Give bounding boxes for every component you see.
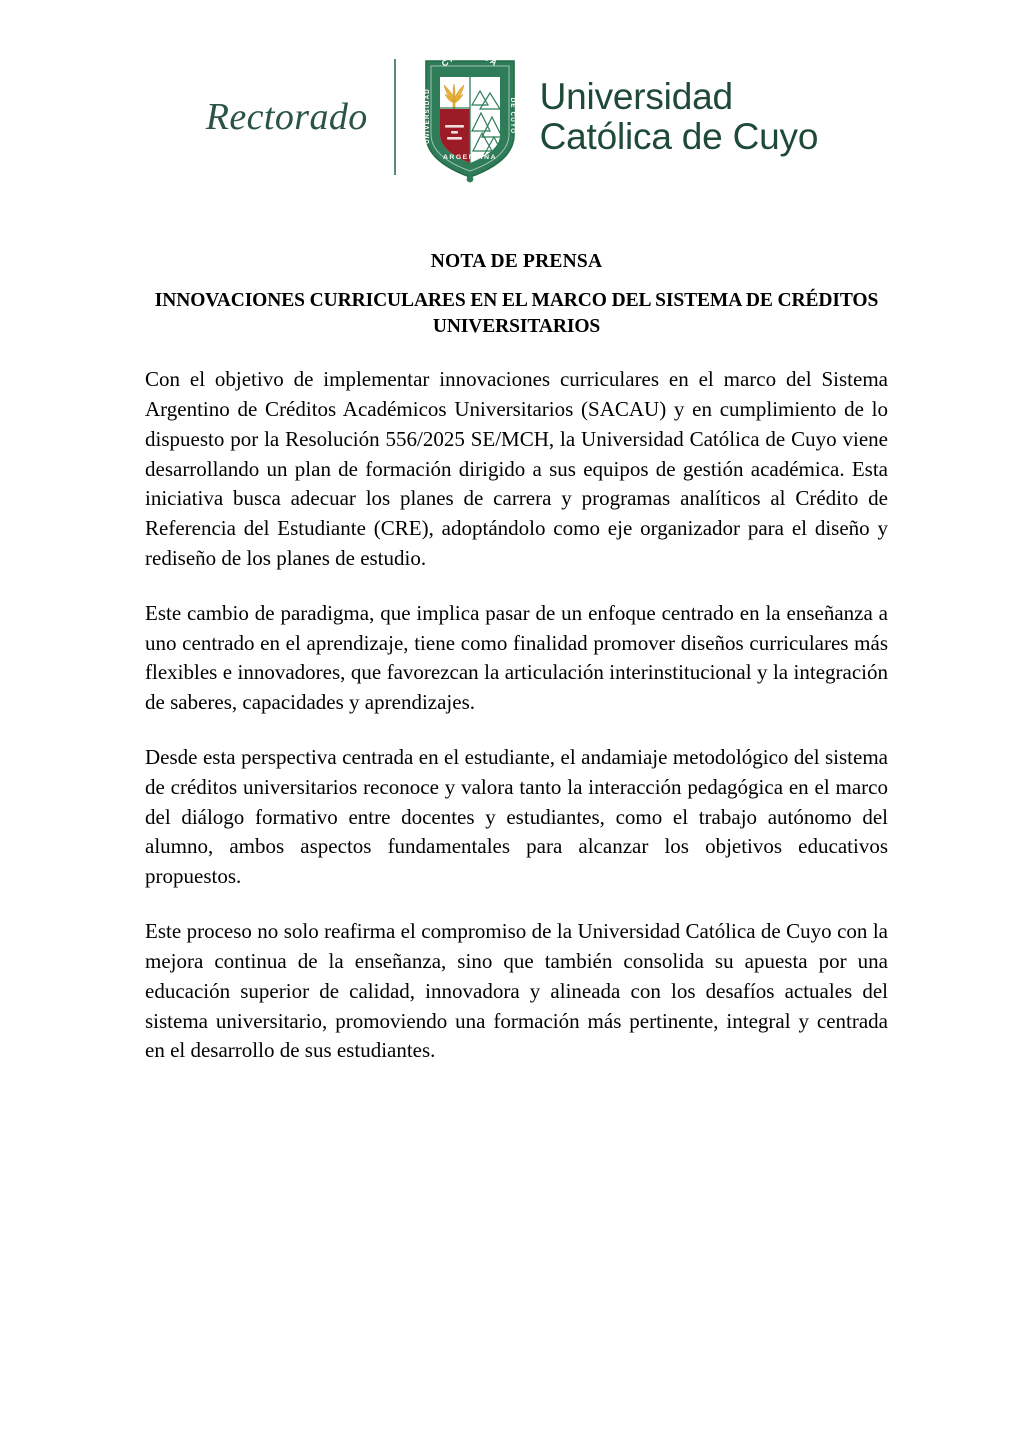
- university-crest: [418, 51, 522, 183]
- paragraph-1: Con el objetivo de implementar innovaciones curriculares en el marco del Sistema Argentino de Créditos Académicos Universitarios (SACAU) y en cumplimiento de lo dispuesto por la Resolución 556/2025 SE/MCH, la Universidad Católica de Cuyo viene desarrollando un plan de formación dirigido a sus equipos de gestión académica. Esta iniciativa busca adecuar los planes de carrera y programas analíticos al Crédito de Referencia del Estudiante (CRE), adoptándolo como eje organizador para el diseño y rediseño de los planes de estudio.: [145, 367, 888, 570]
- university-wordmark: [540, 77, 819, 157]
- paragraph-3: Desde esta perspectiva centrada en el estudiante, el andamiaje metodológico del sistema de créditos universitarios reconoce y valora tanto la interacción pedagógica en el marco del diálogo formativo entre docentes y estudiantes, como el trabajo autónomo del alumno, ambos aspectos fundamentales para alcanzar los objetivos educativos propuestos.: [145, 745, 888, 889]
- paragraph-2: Este cambio de paradigma, que implica pasar de un enfoque centrado en la enseñanza a uno centrado en el aprendizaje, tiene como finalidad promover diseños curriculares más flexibles e innovadores, que favorezcan la articulación interinstitucional y la integración de saberes, capacidades y aprendizajes.: [145, 600, 888, 715]
- university-wordmark-line1: Universidad: [539, 76, 733, 118]
- svg-text:CATOLICA: CATOLICA: [439, 51, 501, 69]
- university-wordmark-line2: Católica de Cuyo: [539, 116, 819, 157]
- letterhead-divider: [394, 59, 396, 175]
- svg-text:ARGENTINA: ARGENTINA: [442, 154, 497, 161]
- rectorado-wordmark: Rectorado: [205, 96, 368, 138]
- document-kicker: NOTA DE PRENSA: [430, 251, 603, 272]
- paragraph-4: Este proceso no solo reafirma el compromiso de la Universidad Católica de Cuyo con la mejora continua de la enseñanza, sino que también consolida su apuesta por una educación superior de calidad, innovadora y alineada con los desafíos actuales del sistema universitario, promoviendo una formación más pertinente, integral y centrada en el desarrollo de sus estudiantes.: [145, 919, 888, 1063]
- letterhead: [0, 42, 1024, 192]
- document-body: [145, 250, 888, 1066]
- svg-text:DE CUYO: DE CUYO: [508, 97, 516, 135]
- document-headline: INNOVACIONES CURRICULARES EN EL MARCO DEL SISTEMA DE CRÉDITOS UNIVERSITARIOS: [154, 290, 879, 337]
- svg-text:UNIVERSIDAD: UNIVERSIDAD: [423, 88, 431, 144]
